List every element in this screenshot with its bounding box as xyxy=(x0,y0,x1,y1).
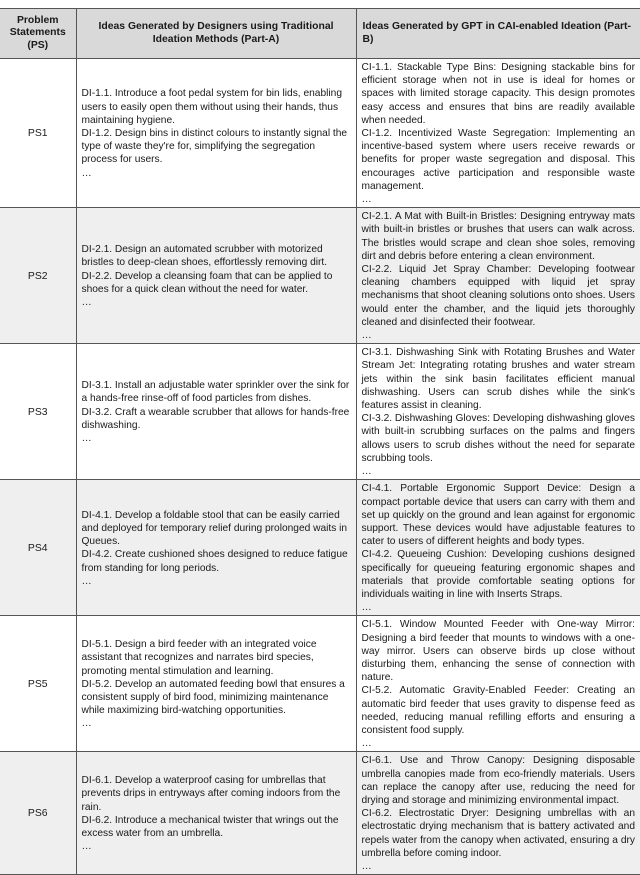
gpt-idea: CI-4.1. Portable Ergonomic Support Device: Design a compact portable device that users can carry with them and set up quickly on the ground and lean against for ergonomic support. These devices would have adjustable features to cater to users of different heights and body types. xyxy=(361,483,635,548)
designer-idea: DI-1.1. Introduce a foot pedal system for bin lids, enabling users to easily open them without using their hands, thus maintaining hygiene. xyxy=(81,88,342,126)
table-row xyxy=(0,480,640,616)
designer-idea: DI-2.2. Develop a cleansing foam that can be applied to shoes for a quick clean without the need for water. xyxy=(81,270,333,295)
more-ellipsis: … xyxy=(81,297,92,309)
more-ellipsis: … xyxy=(81,433,92,445)
problem-statement-cell: PS1 xyxy=(0,59,76,208)
gpt-idea: CI-4.2. Queueing Cushion: Developing cushions designed specifically for queueing featuring ergonomic shapes and materials that provide comfortable seating options for individuals waiting in line with Inserts Straps. xyxy=(361,549,635,600)
problem-statement-cell: PS6 xyxy=(0,752,76,875)
header-designer-ideas: Ideas Generated by Designers using Traditional Ideation Methods (Part-A) xyxy=(76,9,356,59)
table-row xyxy=(0,752,640,875)
designer-idea: DI-4.1. Develop a foldable stool that can be easily carried and deployed for temporary relief during prolonged waits in Queues. xyxy=(81,509,348,548)
gpt-idea: CI-5.2. Automatic Gravity-Enabled Feeder: Creating an automatic bird feeder that uses gravity to dispense feed as needed, reducing manual refilling efforts and ensuring a consistent food supply. xyxy=(361,685,635,736)
gpt-ideas-cell xyxy=(356,208,640,344)
more-ellipsis: … xyxy=(361,860,372,872)
designer-idea: DI-6.1. Develop a waterproof casing for umbrellas that prevents drips in entryways after coming indoors from the rain. xyxy=(81,775,341,813)
gpt-idea: CI-2.2. Liquid Jet Spray Chamber: Developing footwear cleaning chambers equipped with liquid jet spray mechanisms that shoot cleaning solutions onto shoes. Users would enter the chamber, and the liquid jets thoroughly cleaned and disinfected their footwear. xyxy=(361,264,636,328)
more-ellipsis: … xyxy=(81,841,92,853)
designer-idea: DI-3.2. Craft a wearable scrubber that allows for hands-free dishwashing. xyxy=(81,406,350,431)
gpt-idea: CI-2.1. A Mat with Built-in Bristles: Designing entryway mats with built-in bristles or brushes that users can walk across. The bristles would scrape and clean shoe soles, removing dirt and debris before entering a clean environment. xyxy=(361,211,635,262)
gpt-idea: CI-6.2. Electrostatic Dryer: Designing umbrellas with an electrostatic drying mechanism that is battery activated and repels water from the canopy when activated, ensuring a dry umbrella before coming indoor. xyxy=(361,808,635,859)
table-row xyxy=(0,208,640,344)
more-ellipsis: … xyxy=(361,330,372,342)
more-ellipsis: … xyxy=(81,167,92,179)
gpt-idea: CI-5.1. Window Mounted Feeder with One-way Mirror: Designing a bird feeder that mounts to windows with a one-way mirror. Users can observe birds up close without disturbing them, enhancing the sense of connection with nature. xyxy=(361,619,635,684)
more-ellipsis: … xyxy=(361,466,372,478)
more-ellipsis: … xyxy=(361,194,372,206)
designer-idea: DI-4.2. Create cushioned shoes designed to reduce fatigue from standing for long periods. xyxy=(81,549,348,574)
table-header-row xyxy=(0,9,640,59)
problem-statement-cell: PS4 xyxy=(0,480,76,616)
designer-idea: DI-3.1. Install an adjustable water sprinkler over the sink for a hands-free rinse-off of food particles from dishes. xyxy=(81,380,350,405)
designer-idea: DI-2.1. Design an automated scrubber with motorized bristles to deep-clean shoes, effortlessly removing dirt. xyxy=(81,244,328,269)
designer-ideas-cell xyxy=(76,344,356,480)
table-row xyxy=(0,59,640,208)
more-ellipsis: … xyxy=(361,738,372,750)
table-row xyxy=(0,344,640,480)
more-ellipsis: … xyxy=(361,602,372,614)
gpt-ideas-cell xyxy=(356,480,640,616)
gpt-ideas-cell xyxy=(356,616,640,752)
gpt-idea: CI-3.1. Dishwashing Sink with Rotating Brushes and Water Stream Jet: Integrating rotating brushes and water stream jets within the sink basin facilitates efficient manual dishwashing. Users can scrub dishes while the sink's features assist in cleaning. xyxy=(361,347,635,412)
problem-statement-cell: PS2 xyxy=(0,208,76,344)
designer-ideas-cell xyxy=(76,616,356,752)
designer-idea: DI-5.1. Design a bird feeder with an integrated voice assistant that recognizes and narrates bird species, promoting mental stimulation and learning. xyxy=(81,639,317,677)
gpt-idea: CI-1.2. Incentivized Waste Segregation: Implementing an incentive-based system where users receive rewards or benefits for proper waste segregation and disposal. This encourages active participation and responsible waste management. xyxy=(361,128,635,192)
gpt-ideas-cell xyxy=(356,344,640,480)
problem-statement-cell: PS3 xyxy=(0,344,76,480)
ideas-comparison-table xyxy=(0,8,640,875)
header-gpt-ideas: Ideas Generated by GPT in CAI-enabled Ideation (Part-B) xyxy=(356,9,640,59)
gpt-ideas-cell xyxy=(356,752,640,875)
header-problem-statements: Problem Statements (PS) xyxy=(0,9,76,59)
designer-ideas-cell xyxy=(76,59,356,208)
designer-idea: DI-5.2. Develop an automated feeding bowl that ensures a consistent supply of bird food, minimizing maintenance while maximizing bird-watching opportunities. xyxy=(81,678,345,717)
more-ellipsis: … xyxy=(81,718,92,730)
gpt-idea: CI-3.2. Dishwashing Gloves: Developing dishwashing gloves with built-in scrubbing surfaces on the palms and fingers allows users to scrub dishes without the need for separate scrubbing tools. xyxy=(361,413,636,464)
gpt-ideas-cell xyxy=(356,59,640,208)
more-ellipsis: … xyxy=(81,575,92,587)
designer-ideas-cell xyxy=(76,208,356,344)
designer-idea: DI-6.2. Introduce a mechanical twister that wrings out the excess water from an umbrella. xyxy=(81,814,339,839)
problem-statement-cell: PS5 xyxy=(0,616,76,752)
gpt-idea: CI-6.1. Use and Throw Canopy: Designing disposable umbrella canopies made from eco-friendly materials. Users can replace the canopy after use, reducing the need for drying and storage and minimizing environmental impact. xyxy=(361,755,635,806)
designer-ideas-cell xyxy=(76,480,356,616)
designer-ideas-cell xyxy=(76,752,356,875)
table-row xyxy=(0,616,640,752)
gpt-idea: CI-1.1. Stackable Type Bins: Designing stackable bins for efficient storage when not in use is ideal for homes or spaces with limited storage capacity. This design promotes easy access and ensures that bins are readily available when needed. xyxy=(361,62,635,126)
designer-idea: DI-1.2. Design bins in distinct colours to instantly signal the type of waste they're for, simplifying the segregation process for users. xyxy=(81,128,348,166)
